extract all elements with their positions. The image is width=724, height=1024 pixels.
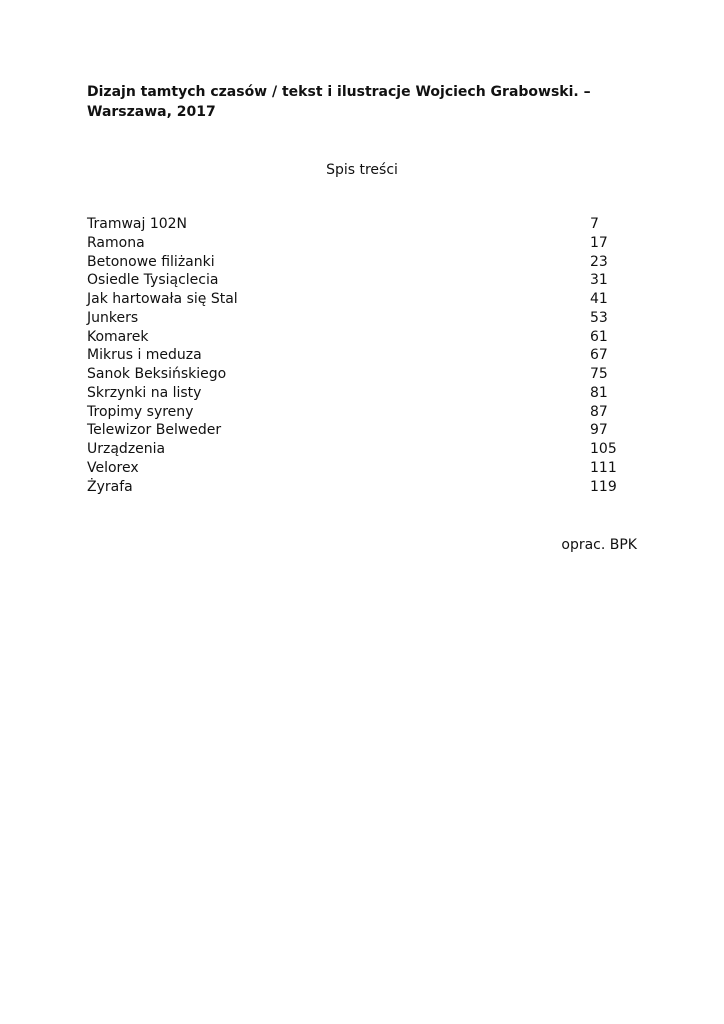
- toc-entry-title: Sanok Beksińskiego: [87, 366, 227, 382]
- toc-entry: [87, 365, 647, 384]
- toc-entry-page-number: 81: [590, 384, 608, 401]
- table-of-contents: [87, 215, 647, 496]
- toc-entry: [87, 384, 647, 403]
- toc-entry-page-number: 111: [590, 459, 617, 476]
- toc-entry-title: Tramwaj 102N: [87, 216, 188, 232]
- toc-entry-page-number: 7: [590, 216, 599, 232]
- toc-entry: [87, 346, 647, 365]
- toc-entry-title: Żyrafa: [87, 478, 133, 495]
- toc-entry: [87, 253, 647, 272]
- toc-entry: [87, 309, 647, 328]
- toc-entry-title: Telewizor Belweder: [87, 422, 222, 439]
- toc-entry-page-number: 31: [590, 272, 608, 289]
- toc-entry-page-number: 87: [590, 403, 608, 420]
- toc-entry-page-number: 75: [590, 366, 608, 382]
- toc-entry-title: Betonowe filiżanki: [87, 253, 215, 270]
- toc-entry: [87, 403, 647, 422]
- toc-entry-page-number: 17: [590, 234, 608, 251]
- toc-entry-page-number: 61: [590, 328, 608, 345]
- toc-entry-title: Mikrus i meduza: [87, 347, 202, 364]
- toc-entry-title: Ramona: [87, 234, 145, 251]
- toc-entry: [87, 478, 647, 497]
- toc-entry-title: Junkers: [87, 309, 139, 326]
- toc-entry-title: Urządzenia: [87, 441, 166, 457]
- toc-entry-title: Komarek: [87, 328, 149, 345]
- toc-entry-title: Jak hartowała się Stal: [87, 291, 238, 307]
- toc-entry: [87, 215, 647, 234]
- toc-entry: [87, 440, 647, 459]
- toc-entry-page-number: 41: [590, 291, 608, 307]
- toc-entry: [87, 290, 647, 309]
- toc-entry: [87, 459, 647, 478]
- heading-line-2: Warszawa, 2017: [87, 104, 216, 120]
- toc-entry-page-number: 67: [590, 347, 608, 364]
- heading-line-1: Dizajn tamtych czasów / tekst i ilustracje Wojciech Grabowski. –: [87, 84, 591, 100]
- toc-entry-page-number: 105: [590, 441, 617, 457]
- toc-entry-title: Skrzynki na listy: [87, 384, 202, 401]
- toc-entry: [87, 421, 647, 440]
- toc-entry-page-number: 97: [590, 422, 608, 439]
- footer-note: oprac. BPK: [561, 537, 637, 553]
- toc-entry-page-number: 119: [590, 478, 617, 495]
- toc-entry: [87, 234, 647, 253]
- toc-entry-page-number: 53: [590, 309, 608, 326]
- toc-entry-title: Velorex: [87, 459, 139, 476]
- bibliographic-heading: [87, 82, 647, 122]
- toc-title: Spis treści: [326, 162, 398, 178]
- toc-entry: [87, 328, 647, 347]
- toc-entry: [87, 271, 647, 290]
- toc-entry-page-number: 23: [590, 253, 608, 270]
- toc-entry-title: Tropimy syreny: [87, 403, 194, 420]
- toc-entry-title: Osiedle Tysiąclecia: [87, 272, 219, 289]
